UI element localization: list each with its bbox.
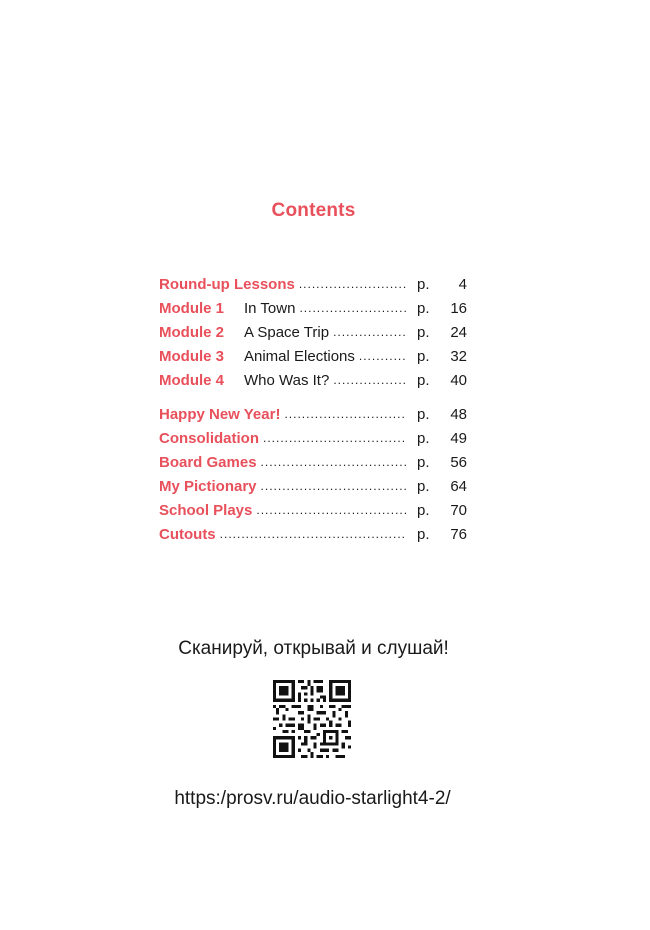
- qr-code-icon[interactable]: [273, 680, 351, 758]
- audio-url-link[interactable]: https:/prosv.ru/audio-starlight4-2/: [174, 788, 451, 809]
- toc-entry-label: Happy New Year!: [159, 405, 281, 423]
- toc-entry-module-2[interactable]: [159, 320, 467, 344]
- dot-leader: [333, 368, 406, 392]
- page-number: 76: [450, 525, 467, 543]
- dot-leader: [299, 296, 406, 320]
- page-prefix: p.: [417, 525, 430, 543]
- toc-entry-label: My Pictionary: [159, 477, 257, 495]
- page-number: 40: [450, 371, 467, 389]
- dot-leader: [299, 272, 406, 296]
- page-number: 32: [450, 347, 467, 365]
- page-prefix: p.: [417, 501, 430, 519]
- toc-entry-subtitle: A Space Trip: [244, 323, 330, 341]
- dot-leader: [359, 344, 406, 368]
- toc-entry-happy-new-year[interactable]: [159, 402, 467, 426]
- page-number: 70: [450, 501, 467, 519]
- toc-entry-consolidation[interactable]: [159, 426, 467, 450]
- page-title: Contents: [271, 200, 356, 221]
- page-prefix: p.: [417, 275, 430, 293]
- toc-entry-round-up[interactable]: [159, 272, 467, 296]
- page-prefix: p.: [417, 323, 430, 341]
- toc-entry-module-3[interactable]: [159, 344, 467, 368]
- toc-entry-label: Round-up Lessons: [159, 275, 295, 293]
- page-prefix: p.: [417, 299, 430, 317]
- dot-leader: [261, 474, 406, 498]
- page-number: 64: [450, 477, 467, 495]
- toc-main-group: [159, 272, 467, 392]
- dot-leader: [256, 498, 406, 522]
- page-prefix: p.: [417, 371, 430, 389]
- dot-leader: [333, 320, 406, 344]
- toc-entry-my-pictionary[interactable]: [159, 474, 467, 498]
- page-prefix: p.: [417, 347, 430, 365]
- page-number: 56: [450, 453, 467, 471]
- scan-instruction: Сканируй, открывай и слушай!: [178, 638, 449, 659]
- toc-entry-label: Module 1: [159, 299, 225, 317]
- page-prefix: p.: [417, 477, 430, 495]
- page-number: 48: [450, 405, 467, 423]
- table-of-contents: [159, 272, 467, 546]
- page-number: 4: [458, 275, 467, 293]
- toc-entry-board-games[interactable]: [159, 450, 467, 474]
- dot-leader: [284, 402, 406, 426]
- toc-entry-label: Consolidation: [159, 429, 259, 447]
- toc-entry-label: Module 3: [159, 347, 225, 365]
- page-number: 16: [450, 299, 467, 317]
- toc-entry-label: Module 2: [159, 323, 225, 341]
- toc-entry-label: Module 4: [159, 371, 225, 389]
- toc-entry-label: Board Games: [159, 453, 257, 471]
- toc-entry-module-4[interactable]: [159, 368, 467, 392]
- toc-entry-label: Cutouts: [159, 525, 216, 543]
- toc-entry-subtitle: In Town: [244, 299, 296, 317]
- toc-entry-school-plays[interactable]: [159, 498, 467, 522]
- dot-leader: [220, 522, 406, 546]
- toc-entry-subtitle: Who Was It?: [244, 371, 330, 389]
- page-number: 24: [450, 323, 467, 341]
- toc-entry-cutouts[interactable]: [159, 522, 467, 546]
- dot-leader: [261, 450, 406, 474]
- page-prefix: p.: [417, 429, 430, 447]
- toc-extra-group: [159, 402, 467, 546]
- page-prefix: p.: [417, 405, 430, 423]
- page-number: 49: [450, 429, 467, 447]
- toc-entry-label: School Plays: [159, 501, 253, 519]
- toc-entry-subtitle: Animal Elections: [244, 347, 355, 365]
- toc-entry-module-1[interactable]: [159, 296, 467, 320]
- dot-leader: [263, 426, 406, 450]
- page-prefix: p.: [417, 453, 430, 471]
